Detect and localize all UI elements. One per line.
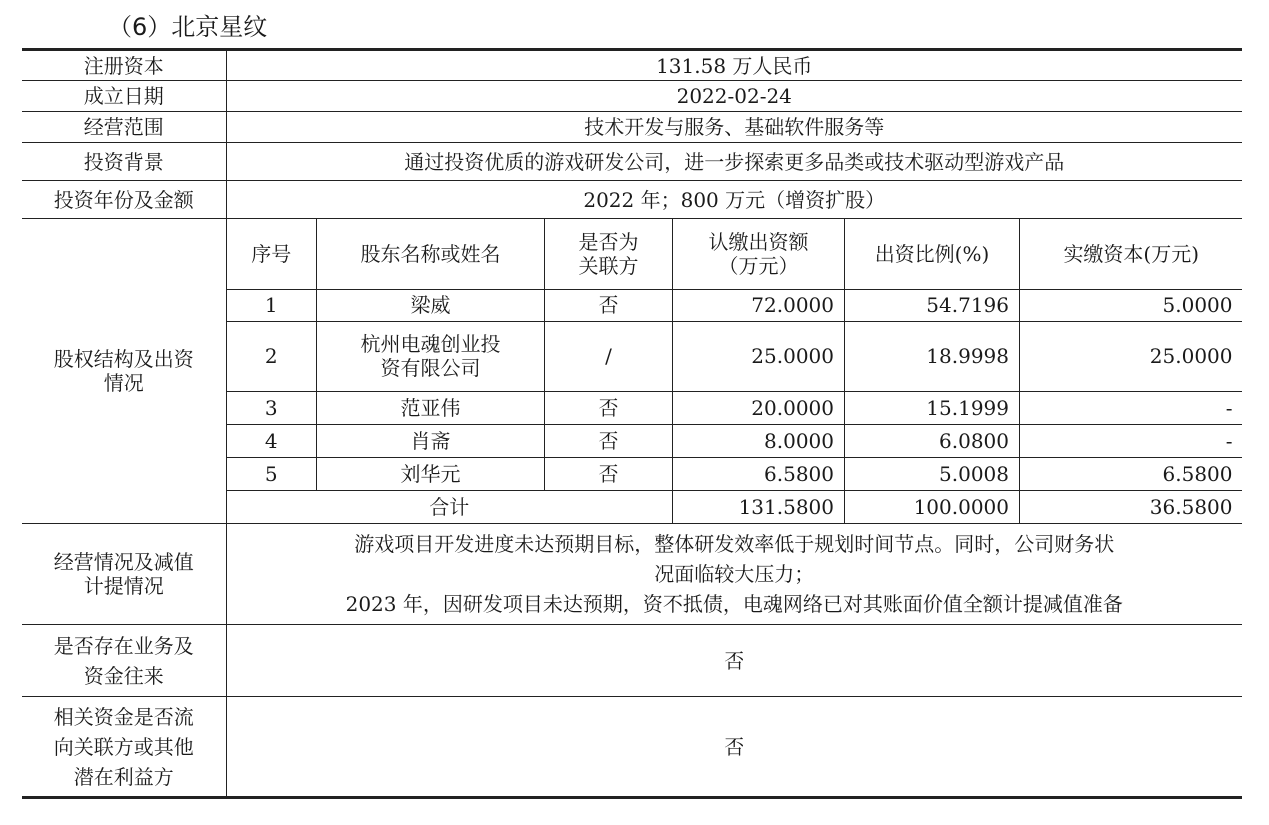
shareholder-subscribed: 25.0000 [673,321,845,391]
shareholder-subscribed: 20.0000 [673,391,845,424]
shareholder-total-row [227,490,1243,523]
section-title: （6）北京星纹 [108,13,268,41]
investment-year-amount-label: 投资年份及金额 [22,181,226,219]
header-subscribed-line1: 认缴出资额 [708,229,809,254]
shareholder-row [227,424,1243,457]
shareholder-seq: 3 [227,391,317,424]
shareholder-name: 梁威 [317,289,545,321]
investment-background-value: 通过投资优质的游戏研发公司，进一步探索更多品类或技术驱动型游戏产品 [226,143,1242,181]
investment-year-amount-value: 2022 年；800 万元（增资扩股） [226,181,1242,219]
total-ratio: 100.0000 [845,490,1020,523]
business-scope-label: 经营范围 [22,112,226,143]
header-subscribed-line2: （万元） [718,253,799,278]
business-fund-dealings-value: 否 [226,625,1242,697]
shareholder-ratio: 6.0800 [845,424,1020,457]
registered-capital-value: 131.58 万人民币 [226,50,1242,81]
header-paid: 实缴资本(万元) [1020,219,1243,289]
shareholder-ratio: 15.1999 [845,391,1020,424]
shareholder-related: 否 [545,289,673,321]
shareholder-paid: 6.5800 [1020,457,1243,490]
shareholder-row [227,289,1243,321]
shareholder-ratio: 5.0008 [845,457,1020,490]
fund-flow-related-value: 否 [226,697,1242,798]
operations-impairment-text-line2: 况面临较大压力； [654,562,815,586]
shareholder-paid: 5.0000 [1020,289,1243,321]
shareholder-name-line1: 杭州电魂创业投 [360,332,501,356]
shareholder-paid: 25.0000 [1020,321,1243,391]
operations-impairment-label [22,524,226,625]
total-label: 合计 [227,490,673,523]
header-related-line2: 关联方 [578,253,639,278]
shareholder-seq: 2 [227,321,317,391]
row-fund-flow-related [22,697,1242,798]
row-business-fund-dealings [22,625,1242,697]
shareholder-table [227,219,1243,523]
operations-impairment-text-line1: 游戏项目开发进度未达预期目标，整体研发效率低于规划时间节点。同时，公司财务状 [354,532,1115,556]
established-date-value: 2022-02-24 [226,81,1242,112]
company-info-table [22,48,1242,799]
shareholder-related: 否 [545,391,673,424]
header-related-line1: 是否为 [578,229,639,254]
registered-capital-label: 注册资本 [22,50,226,81]
operations-impairment-label-line2: 计提情况 [83,574,164,598]
shareholder-seq: 1 [227,289,317,321]
row-investment-year-amount [22,181,1242,219]
fund-flow-related-label-line1: 相关资金是否流 [53,704,194,729]
shareholder-ratio: 54.7196 [845,289,1020,321]
header-ratio: 出资比例(%) [845,219,1020,289]
header-name: 股东名称或姓名 [317,219,545,289]
shareholder-header-row [227,219,1243,289]
business-fund-dealings-label [22,625,226,697]
fund-flow-related-label-line3: 潜在利益方 [73,764,174,789]
operations-impairment-text-line3: 2023 年，因研发项目未达预期，资不抵债，电魂网络已对其账面价值全额计提减值准备 [345,592,1123,616]
investment-background-label: 投资背景 [22,143,226,181]
shareholder-seq: 4 [227,424,317,457]
business-scope-value: 技术开发与服务、基础软件服务等 [226,112,1242,143]
row-equity-structure [22,219,1242,524]
equity-structure-label-line2: 情况 [103,371,144,395]
shareholder-name [317,321,545,391]
shareholder-name-line2: 资有限公司 [380,356,481,380]
shareholder-related: 否 [545,457,673,490]
shareholder-related: / [545,321,673,391]
row-registered-capital [22,50,1242,81]
header-related [545,219,673,289]
shareholder-related: 否 [545,424,673,457]
shareholder-seq: 5 [227,457,317,490]
shareholder-subscribed: 72.0000 [673,289,845,321]
header-seq: 序号 [227,219,317,289]
operations-impairment-label-line1: 经营情况及减值 [53,550,194,574]
row-established-date [22,81,1242,112]
equity-structure-cell [226,219,1242,524]
operations-impairment-text [226,524,1242,625]
row-investment-background [22,143,1242,181]
equity-structure-label [22,219,226,524]
equity-structure-label-line1: 股权结构及出资 [53,347,194,371]
business-fund-dealings-label-line1: 是否存在业务及 [53,633,194,658]
shareholder-ratio: 18.9998 [845,321,1020,391]
row-business-scope [22,112,1242,143]
shareholder-subscribed: 8.0000 [673,424,845,457]
fund-flow-related-label-line2: 向关联方或其他 [53,734,194,759]
header-subscribed [673,219,845,289]
shareholder-name: 刘华元 [317,457,545,490]
shareholder-name: 范亚伟 [317,391,545,424]
established-date-label: 成立日期 [22,81,226,112]
shareholder-subscribed: 6.5800 [673,457,845,490]
shareholder-paid: - [1020,391,1243,424]
shareholder-row [227,457,1243,490]
business-fund-dealings-label-line2: 资金往来 [83,663,164,688]
total-paid: 36.5800 [1020,490,1243,523]
row-operations-impairment [22,524,1242,625]
shareholder-row [227,391,1243,424]
shareholder-row [227,321,1243,391]
shareholder-paid: - [1020,424,1243,457]
fund-flow-related-label [22,697,226,798]
total-subscribed: 131.5800 [673,490,845,523]
shareholder-name: 肖斋 [317,424,545,457]
